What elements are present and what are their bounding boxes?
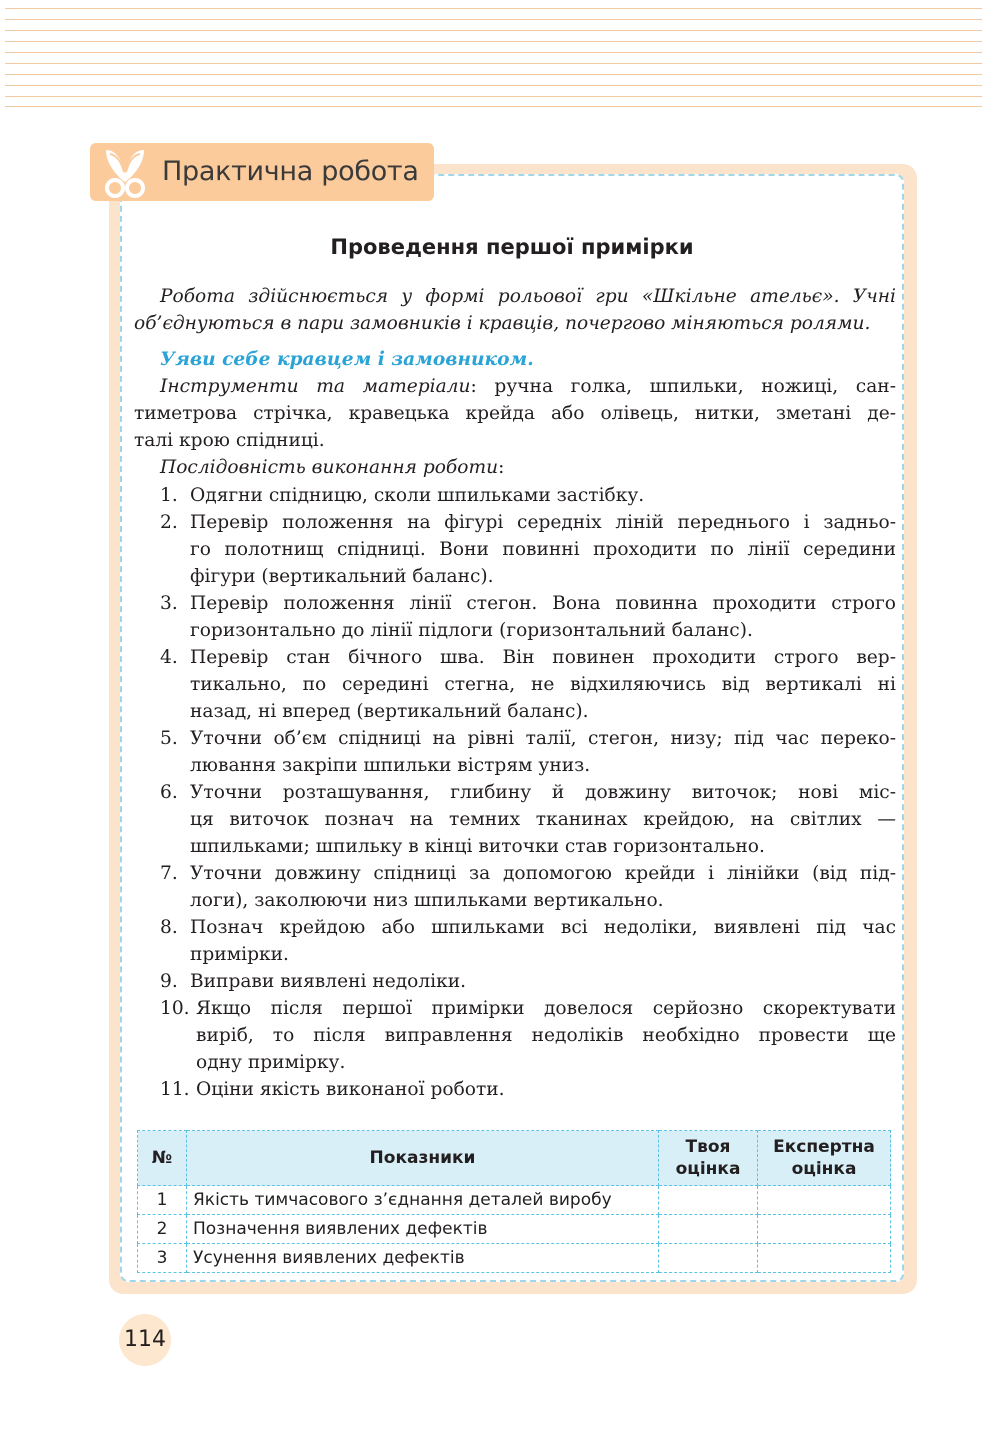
section-badge-label: Практична робота: [162, 156, 419, 187]
list-item: 3. Перевір положення лінії стегон. Вона повинна проходити строго горизонтально до лінії підлоги (горизонтальний баланс).: [160, 593, 896, 641]
table-header-row: [138, 1131, 891, 1186]
tools-line: [134, 373, 896, 400]
intro-paragraph: [134, 283, 896, 337]
tools-line: тиметрова стрічка, кравецька крейда або олівець, нитки, зметані де-: [134, 403, 896, 424]
list-item: 6. Уточни розташування, глибину й довжину виточок; нові міс- ця виточок познач на темних тканинах крейдою, на світлих — шпильками; шпильку в кінці виточки став горизонтально.: [160, 782, 896, 857]
expert-score-cell[interactable]: [758, 1186, 891, 1215]
tools-text: : ручна голка, шпильки, ножиці, сан-: [470, 376, 896, 397]
table-row: [138, 1215, 891, 1244]
tools-paragraph: [134, 346, 896, 481]
column-header-expert-score: Експертна оцінка: [758, 1131, 891, 1186]
own-score-cell[interactable]: [659, 1244, 758, 1273]
own-score-cell[interactable]: [659, 1186, 758, 1215]
column-header-own-score: Твоя оцінка: [659, 1131, 758, 1186]
list-item: 1. Одягни спідницю, сколи шпильками застібку.: [160, 485, 645, 506]
table-row: [138, 1244, 891, 1273]
page-number: 114: [119, 1314, 171, 1366]
top-ruled-lines: [0, 0, 982, 110]
list-item: 4. Перевір стан бічного шва. Він повинен проходити строго вер- тикально, по середині стегна, не відхиляючись від вертикалі ні назад, ні вперед (вертикальний баланс).: [160, 647, 896, 722]
steps-list: [160, 482, 896, 1103]
list-item: 7. Уточни довжину спідниці за допомогою крейди і лінійки (від під- логи), заколюючи низ шпильками вертикально.: [160, 863, 896, 911]
own-score-cell[interactable]: [659, 1215, 758, 1244]
page-title: Проведення першої примірки: [330, 235, 694, 259]
intro-line: об’єднуються в пари замовників і кравців, почергово міняються ролями.: [134, 313, 871, 334]
row-indicator: Якість тимчасового з’єднання деталей виробу: [187, 1186, 659, 1215]
row-indicator: Позначення виявлених дефектів: [187, 1215, 659, 1244]
list-item: 5. Уточни об’єм спідниці на рівні талії, стегон, низу; під час переко- лювання закріпи шпильки вістрям униз.: [160, 728, 896, 776]
row-indicator: Усунення виявлених дефектів: [187, 1244, 659, 1273]
list-item: 9. Виправи виявлені недоліки.: [160, 971, 467, 992]
row-number: 2: [138, 1215, 187, 1244]
intro-line: Робота здійснюється у формі рольової гри «Шкільне ательє». Учні: [160, 286, 896, 307]
evaluation-table: [137, 1130, 891, 1273]
expert-score-cell[interactable]: [758, 1244, 891, 1273]
column-header-number: №: [138, 1131, 187, 1186]
list-item: 10. Якщо після першої примірки довелося серйозно скоректувати виріб, то після виправлення недоліків необхідно провести ще одну примірку.: [160, 998, 896, 1073]
list-item: 8. Познач крейдою або шпильками всі недоліки, виявлені під час примірки.: [160, 917, 896, 965]
list-item: 2. Перевір положення на фігурі середніх ліній переднього і задньо- го полотнищ спідниці. Вони повинні проходити по лінії середини фігури (вертикальний баланс).: [160, 512, 896, 587]
list-item: 11. Оціни якість виконаної роботи.: [160, 1079, 505, 1100]
sequence-heading: Послідовність виконання роботи:: [160, 457, 505, 478]
tools-label: Інструменти та матеріали: [160, 376, 471, 397]
row-number: 1: [138, 1186, 187, 1215]
imagine-prompt: Уяви себе кравцем і замовником.: [160, 349, 534, 370]
tools-line: талі крою спідниці.: [134, 430, 325, 451]
row-number: 3: [138, 1244, 187, 1273]
expert-score-cell[interactable]: [758, 1215, 891, 1244]
column-header-indicators: Показники: [187, 1131, 659, 1186]
table-row: [138, 1186, 891, 1215]
scissors-icon: [100, 146, 150, 198]
